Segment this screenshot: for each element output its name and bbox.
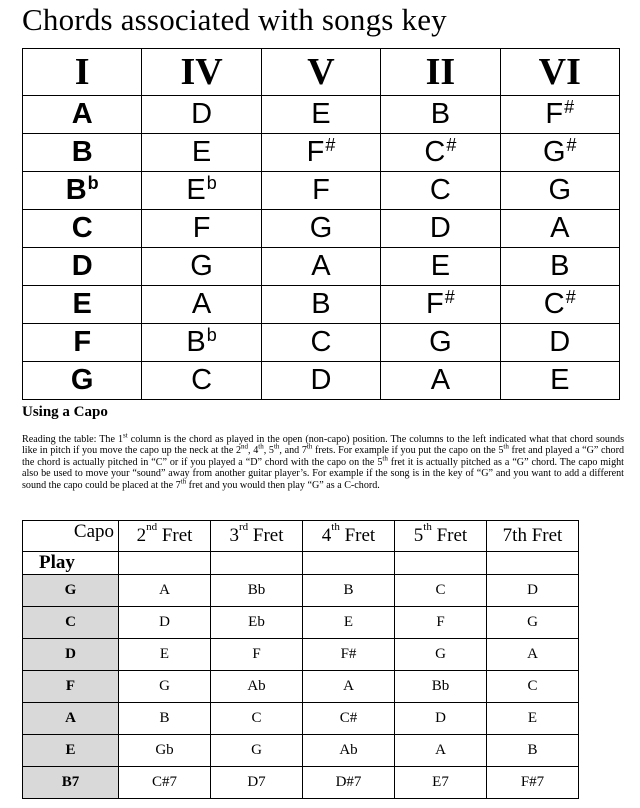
- chord-cell: [142, 286, 261, 324]
- capo-chord-cell: E7: [395, 767, 487, 799]
- chord-accidental: #: [565, 287, 576, 307]
- chord-accidental: #: [444, 287, 455, 307]
- chord-cell: [500, 286, 619, 324]
- empty-cell: [119, 552, 211, 575]
- capo-table-subheader-row: [23, 552, 579, 575]
- chord-note: D: [71, 250, 93, 282]
- table-row: [23, 671, 579, 703]
- chord-cell: [142, 96, 261, 134]
- chord-note: A: [191, 288, 212, 320]
- capo-chord-cell: A: [119, 575, 211, 607]
- capo-chord-cell: D#7: [303, 767, 395, 799]
- chord-cell: [381, 96, 500, 134]
- chord-note: C: [310, 326, 332, 358]
- chord-cell: [261, 210, 380, 248]
- capo-chord-cell: C: [487, 671, 579, 703]
- capo-chord-cell: G: [211, 735, 303, 767]
- chord-note: G: [190, 250, 213, 282]
- play-chord-cell: B7: [23, 767, 119, 799]
- chord-cell: [142, 324, 261, 362]
- fret-header: 5th Fret: [395, 521, 487, 552]
- capo-chord-cell: B: [119, 703, 211, 735]
- empty-cell: [487, 552, 579, 575]
- chord-table: [22, 48, 620, 400]
- capo-chord-cell: D7: [211, 767, 303, 799]
- capo-chord-cell: Ab: [303, 735, 395, 767]
- chord-note: F: [426, 288, 444, 320]
- capo-chord-cell: A: [395, 735, 487, 767]
- table-row: [23, 210, 620, 248]
- chord-cell: [381, 362, 500, 400]
- table-row: [23, 286, 620, 324]
- chord-note: B: [186, 326, 206, 358]
- capo-chord-cell: A: [303, 671, 395, 703]
- chord-note: F: [545, 98, 564, 130]
- chord-cell: [261, 134, 380, 172]
- table-row: [23, 362, 620, 400]
- chord-accidental: #: [446, 135, 457, 155]
- chord-cell: [500, 96, 619, 134]
- capo-table: [22, 520, 579, 799]
- table-row: [23, 703, 579, 735]
- empty-cell: [395, 552, 487, 575]
- chord-header-cell: II: [381, 49, 500, 96]
- capo-chord-cell: E: [119, 639, 211, 671]
- fret-header: 3rd Fret: [211, 521, 303, 552]
- play-chord-cell: F: [23, 671, 119, 703]
- chord-header-cell: I: [23, 49, 142, 96]
- chord-note: A: [550, 212, 570, 244]
- chord-cell: [142, 172, 261, 210]
- capo-chord-cell: G: [119, 671, 211, 703]
- song-key-cell: [23, 96, 142, 134]
- capo-chord-cell: F: [211, 639, 303, 671]
- song-key-cell: [23, 286, 142, 324]
- chord-note: C: [71, 212, 93, 244]
- chord-cell: [381, 286, 500, 324]
- chord-cell: [500, 248, 619, 286]
- play-chord-cell: E: [23, 735, 119, 767]
- chord-note: D: [191, 98, 213, 130]
- fret-header: 2nd Fret: [119, 521, 211, 552]
- song-key-cell: [23, 248, 142, 286]
- table-row: [23, 639, 579, 671]
- chord-note: B: [430, 98, 451, 130]
- table-row: [23, 134, 620, 172]
- capo-table-header-row: [23, 521, 579, 552]
- capo-chord-cell: G: [395, 639, 487, 671]
- capo-chord-cell: D: [119, 607, 211, 639]
- capo-explanation-paragraph: Reading the table: The 1st column is the chord as played in the open (non-capo) position. The columns to the left indicated what that chord sounds like in pitch if you move the capo up the neck at the 2nd, 4th, 5th, and 7th frets. For example if you put the capo on the 5th fret and played a “G” chord the chord is actually pitched in “C” or if you played a “D” chord with the capo on the 5th fret it is actually pitched as a “G” chord. The capo might also be used to move your “sound” away from another guitar player’s. For example if the song is in the key of “G” and you want to add a different sound the capo could be placed at the 7th fret and you would then play “G” as a C-chord.: [22, 431, 624, 491]
- chord-cell: [261, 96, 380, 134]
- capo-chord-cell: F#7: [487, 767, 579, 799]
- capo-chord-cell: E: [303, 607, 395, 639]
- capo-chord-cell: D: [487, 575, 579, 607]
- chord-cell: [261, 286, 380, 324]
- chord-accidental: b: [206, 173, 217, 193]
- chord-header-cell: V: [261, 49, 380, 96]
- capo-label: Capo: [23, 521, 119, 552]
- song-key-cell: [23, 324, 142, 362]
- chord-note: B: [311, 288, 331, 320]
- chord-cell: [381, 324, 500, 362]
- capo-chord-cell: Eb: [211, 607, 303, 639]
- play-label: Play: [23, 552, 119, 575]
- section-heading: Using a Capo: [22, 404, 108, 420]
- chord-note: D: [549, 326, 571, 358]
- chord-cell: [381, 210, 500, 248]
- chord-note: C: [543, 288, 565, 320]
- chord-note: B: [65, 174, 87, 206]
- chord-cell: [381, 134, 500, 172]
- chord-note: A: [311, 250, 331, 282]
- page-title: Chords associated with songs key: [22, 2, 447, 37]
- chord-note: B: [71, 136, 93, 168]
- chord-note: D: [429, 212, 451, 244]
- capo-chord-cell: C#7: [119, 767, 211, 799]
- chord-cell: [500, 172, 619, 210]
- chord-cell: [261, 172, 380, 210]
- chord-cell: [142, 248, 261, 286]
- capo-chord-cell: C#: [303, 703, 395, 735]
- chord-accidental: #: [564, 97, 575, 117]
- chord-note: B: [550, 250, 570, 282]
- chord-note: E: [550, 364, 570, 396]
- chord-note: E: [72, 288, 92, 320]
- capo-chord-cell: Bb: [211, 575, 303, 607]
- capo-chord-cell: C: [395, 575, 487, 607]
- table-row: [23, 767, 579, 799]
- chord-cell: [142, 210, 261, 248]
- chord-cell: [142, 134, 261, 172]
- chord-note: A: [71, 98, 93, 130]
- capo-chord-cell: C: [211, 703, 303, 735]
- chord-cell: [261, 324, 380, 362]
- chord-note: E: [311, 98, 331, 130]
- capo-chord-cell: E: [487, 703, 579, 735]
- table-row: [23, 575, 579, 607]
- chord-header-cell: VI: [500, 49, 619, 96]
- chord-accidental: b: [206, 325, 217, 345]
- play-chord-cell: C: [23, 607, 119, 639]
- chord-note: F: [192, 212, 211, 244]
- chord-cell: [500, 134, 619, 172]
- table-row: [23, 172, 620, 210]
- table-row: [23, 248, 620, 286]
- capo-chord-cell: B: [487, 735, 579, 767]
- chord-cell: [261, 362, 380, 400]
- capo-chord-cell: G: [487, 607, 579, 639]
- table-row: [23, 735, 579, 767]
- table-row: [23, 324, 620, 362]
- capo-chord-cell: Bb: [395, 671, 487, 703]
- chord-note: G: [548, 174, 572, 206]
- chord-note: F: [306, 136, 325, 168]
- table-row: [23, 607, 579, 639]
- capo-chord-cell: F#: [303, 639, 395, 671]
- fret-header: 4th Fret: [303, 521, 395, 552]
- chord-note: G: [542, 136, 566, 168]
- chord-note: E: [186, 174, 206, 206]
- capo-chord-cell: A: [487, 639, 579, 671]
- chord-note: C: [424, 136, 446, 168]
- chord-accidental: #: [325, 135, 336, 155]
- song-key-cell: [23, 210, 142, 248]
- play-chord-cell: A: [23, 703, 119, 735]
- chord-table-body: [23, 96, 620, 400]
- chord-note: G: [429, 326, 452, 358]
- chord-note: G: [70, 364, 94, 396]
- chord-note: C: [429, 174, 451, 206]
- play-chord-cell: D: [23, 639, 119, 671]
- chord-note: G: [309, 212, 333, 244]
- chord-note: F: [73, 326, 92, 358]
- chord-note: E: [191, 136, 212, 168]
- chord-cell: [261, 248, 380, 286]
- chord-note: E: [430, 250, 451, 282]
- capo-chord-cell: Gb: [119, 735, 211, 767]
- chord-cell: [142, 362, 261, 400]
- capo-chord-cell: B: [303, 575, 395, 607]
- chord-accidental: b: [87, 173, 99, 193]
- capo-table-body: [23, 575, 579, 799]
- chord-note: A: [430, 364, 451, 396]
- play-chord-cell: G: [23, 575, 119, 607]
- chord-cell: [500, 210, 619, 248]
- chord-cell: [500, 324, 619, 362]
- chord-accidental: #: [566, 135, 577, 155]
- capo-chord-cell: Ab: [211, 671, 303, 703]
- song-key-cell: [23, 362, 142, 400]
- capo-chord-cell: D: [395, 703, 487, 735]
- empty-cell: [211, 552, 303, 575]
- fret-header: 7th Fret: [487, 521, 579, 552]
- chord-cell: [381, 248, 500, 286]
- empty-cell: [303, 552, 395, 575]
- chord-cell: [381, 172, 500, 210]
- chord-cell: [500, 362, 619, 400]
- song-key-cell: [23, 172, 142, 210]
- chord-note: C: [191, 364, 213, 396]
- chord-header-cell: IV: [142, 49, 261, 96]
- capo-chord-cell: F: [395, 607, 487, 639]
- table-row: [23, 96, 620, 134]
- song-key-cell: [23, 134, 142, 172]
- chord-note: F: [312, 174, 330, 206]
- chord-note: D: [310, 364, 332, 396]
- chord-table-header-row: [23, 49, 620, 96]
